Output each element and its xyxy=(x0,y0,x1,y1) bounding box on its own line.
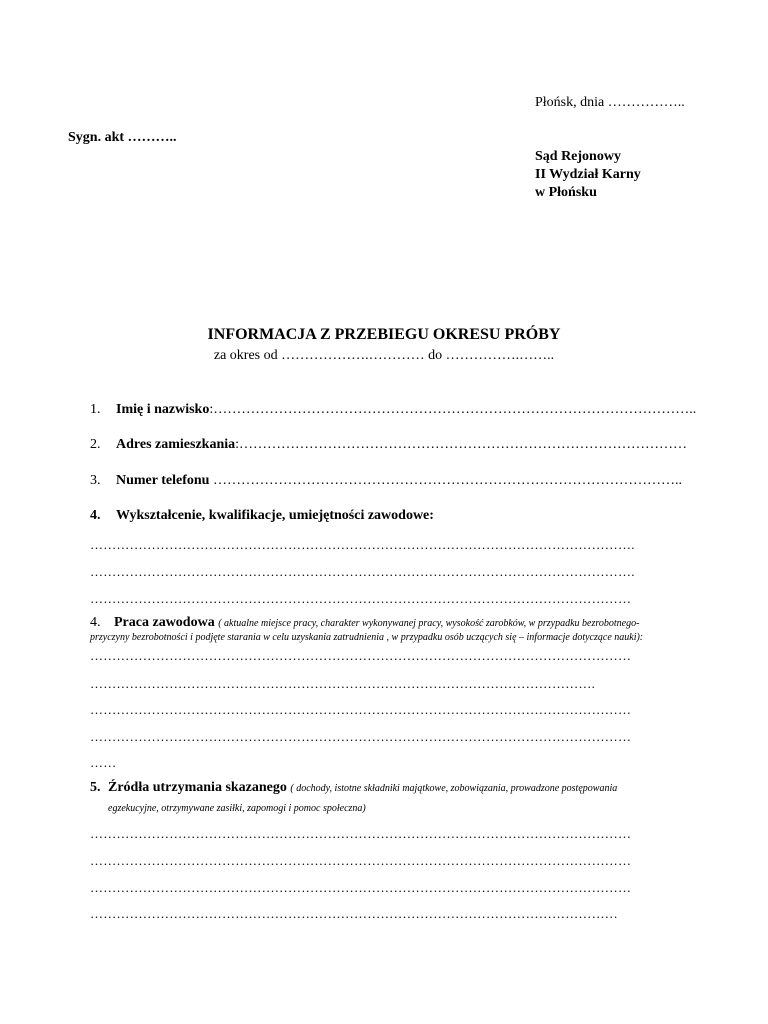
blank-line: ……………………………………………………………………………………………………………. xyxy=(90,564,635,579)
blank-line: ………………………………………………………………………………………………………… xyxy=(90,906,618,921)
field-name xyxy=(90,402,696,418)
blank-line: …………………………………………………………………………………………………………… xyxy=(90,591,632,606)
field-label: Adres zamieszkania xyxy=(116,437,236,452)
section-number: 4. xyxy=(90,615,101,630)
blank-line: …………………………………………………………………………………………………………… xyxy=(90,826,632,841)
section-note-continued: egzekucyjne, otrzymywane zasiłki, zapomogi i pomoc społeczna) xyxy=(108,803,366,814)
section-label: Źródła utrzymania skazanego xyxy=(108,780,287,795)
place-date: Płońsk, dnia …………….. xyxy=(535,95,685,110)
court-name: Sąd Rejonowy xyxy=(535,149,621,164)
blank-line: …………………………………………………………………………………………………………… xyxy=(90,853,632,868)
document-title: INFORMACJA Z PRZEBIEGU OKRESU PRÓBY xyxy=(207,326,561,343)
blank-line: ……………………………………………………………………………………………………………. xyxy=(90,537,635,552)
field-number: 1. xyxy=(90,402,101,417)
field-dots: :………………………………………………………………………………………….. xyxy=(209,402,697,417)
section-note-continued: przyczyny bezrobotności i podjęte starania w celu uzyskania zatrudnienia , w przypadku osób uczących się – informacje dotyczące nauki): xyxy=(90,632,644,643)
field-phone xyxy=(90,473,682,489)
court-city: w Płońsku xyxy=(535,185,597,200)
section-number: 4. xyxy=(90,508,101,523)
field-dots: :…………………………………………………………………………………… xyxy=(235,437,688,452)
section-income-heading xyxy=(90,780,617,796)
court-division: II Wydział Karny xyxy=(535,167,641,182)
section-note: ( dochody, istotne składniki majątkowe, zobowiązania, prowadzone postępowania xyxy=(290,783,618,794)
field-number: 3. xyxy=(90,473,101,488)
section-label: Wykształcenie, kwalifikacje, umiejętności zawodowe: xyxy=(116,508,434,523)
court-address xyxy=(535,148,641,202)
blank-line: ……………………………………………………………………………………………………. xyxy=(90,676,596,691)
case-reference: Sygn. akt ……….. xyxy=(68,130,177,145)
field-number: 2. xyxy=(90,437,101,452)
section-label: Praca zawodowa xyxy=(114,615,215,630)
field-label: Imię i nazwisko xyxy=(116,402,210,417)
section-note: ( aktualne miejsce pracy, charakter wykonywanej pracy, wysokość zarobków, w przypadku bezrobotnego- xyxy=(218,618,640,629)
field-label: Numer telefonu xyxy=(116,473,210,488)
blank-line: …… xyxy=(90,755,117,770)
blank-line: …………………………………………………………………………………………………………… xyxy=(90,648,632,663)
blank-line: …………………………………………………………………………………………………………… xyxy=(90,729,632,744)
section-work-heading xyxy=(90,615,639,631)
period-line: za okres od ……………….………… do …………….…….. xyxy=(213,348,555,363)
section-number: 5. xyxy=(90,780,101,795)
blank-line: …………………………………………………………………………………………………………… xyxy=(90,702,632,717)
field-address xyxy=(90,437,687,453)
section-education-heading xyxy=(90,508,434,524)
field-dots: ……………………………………………………………………………………….. xyxy=(209,473,682,488)
blank-line: …………………………………………………………………………………………………………… xyxy=(90,880,632,895)
